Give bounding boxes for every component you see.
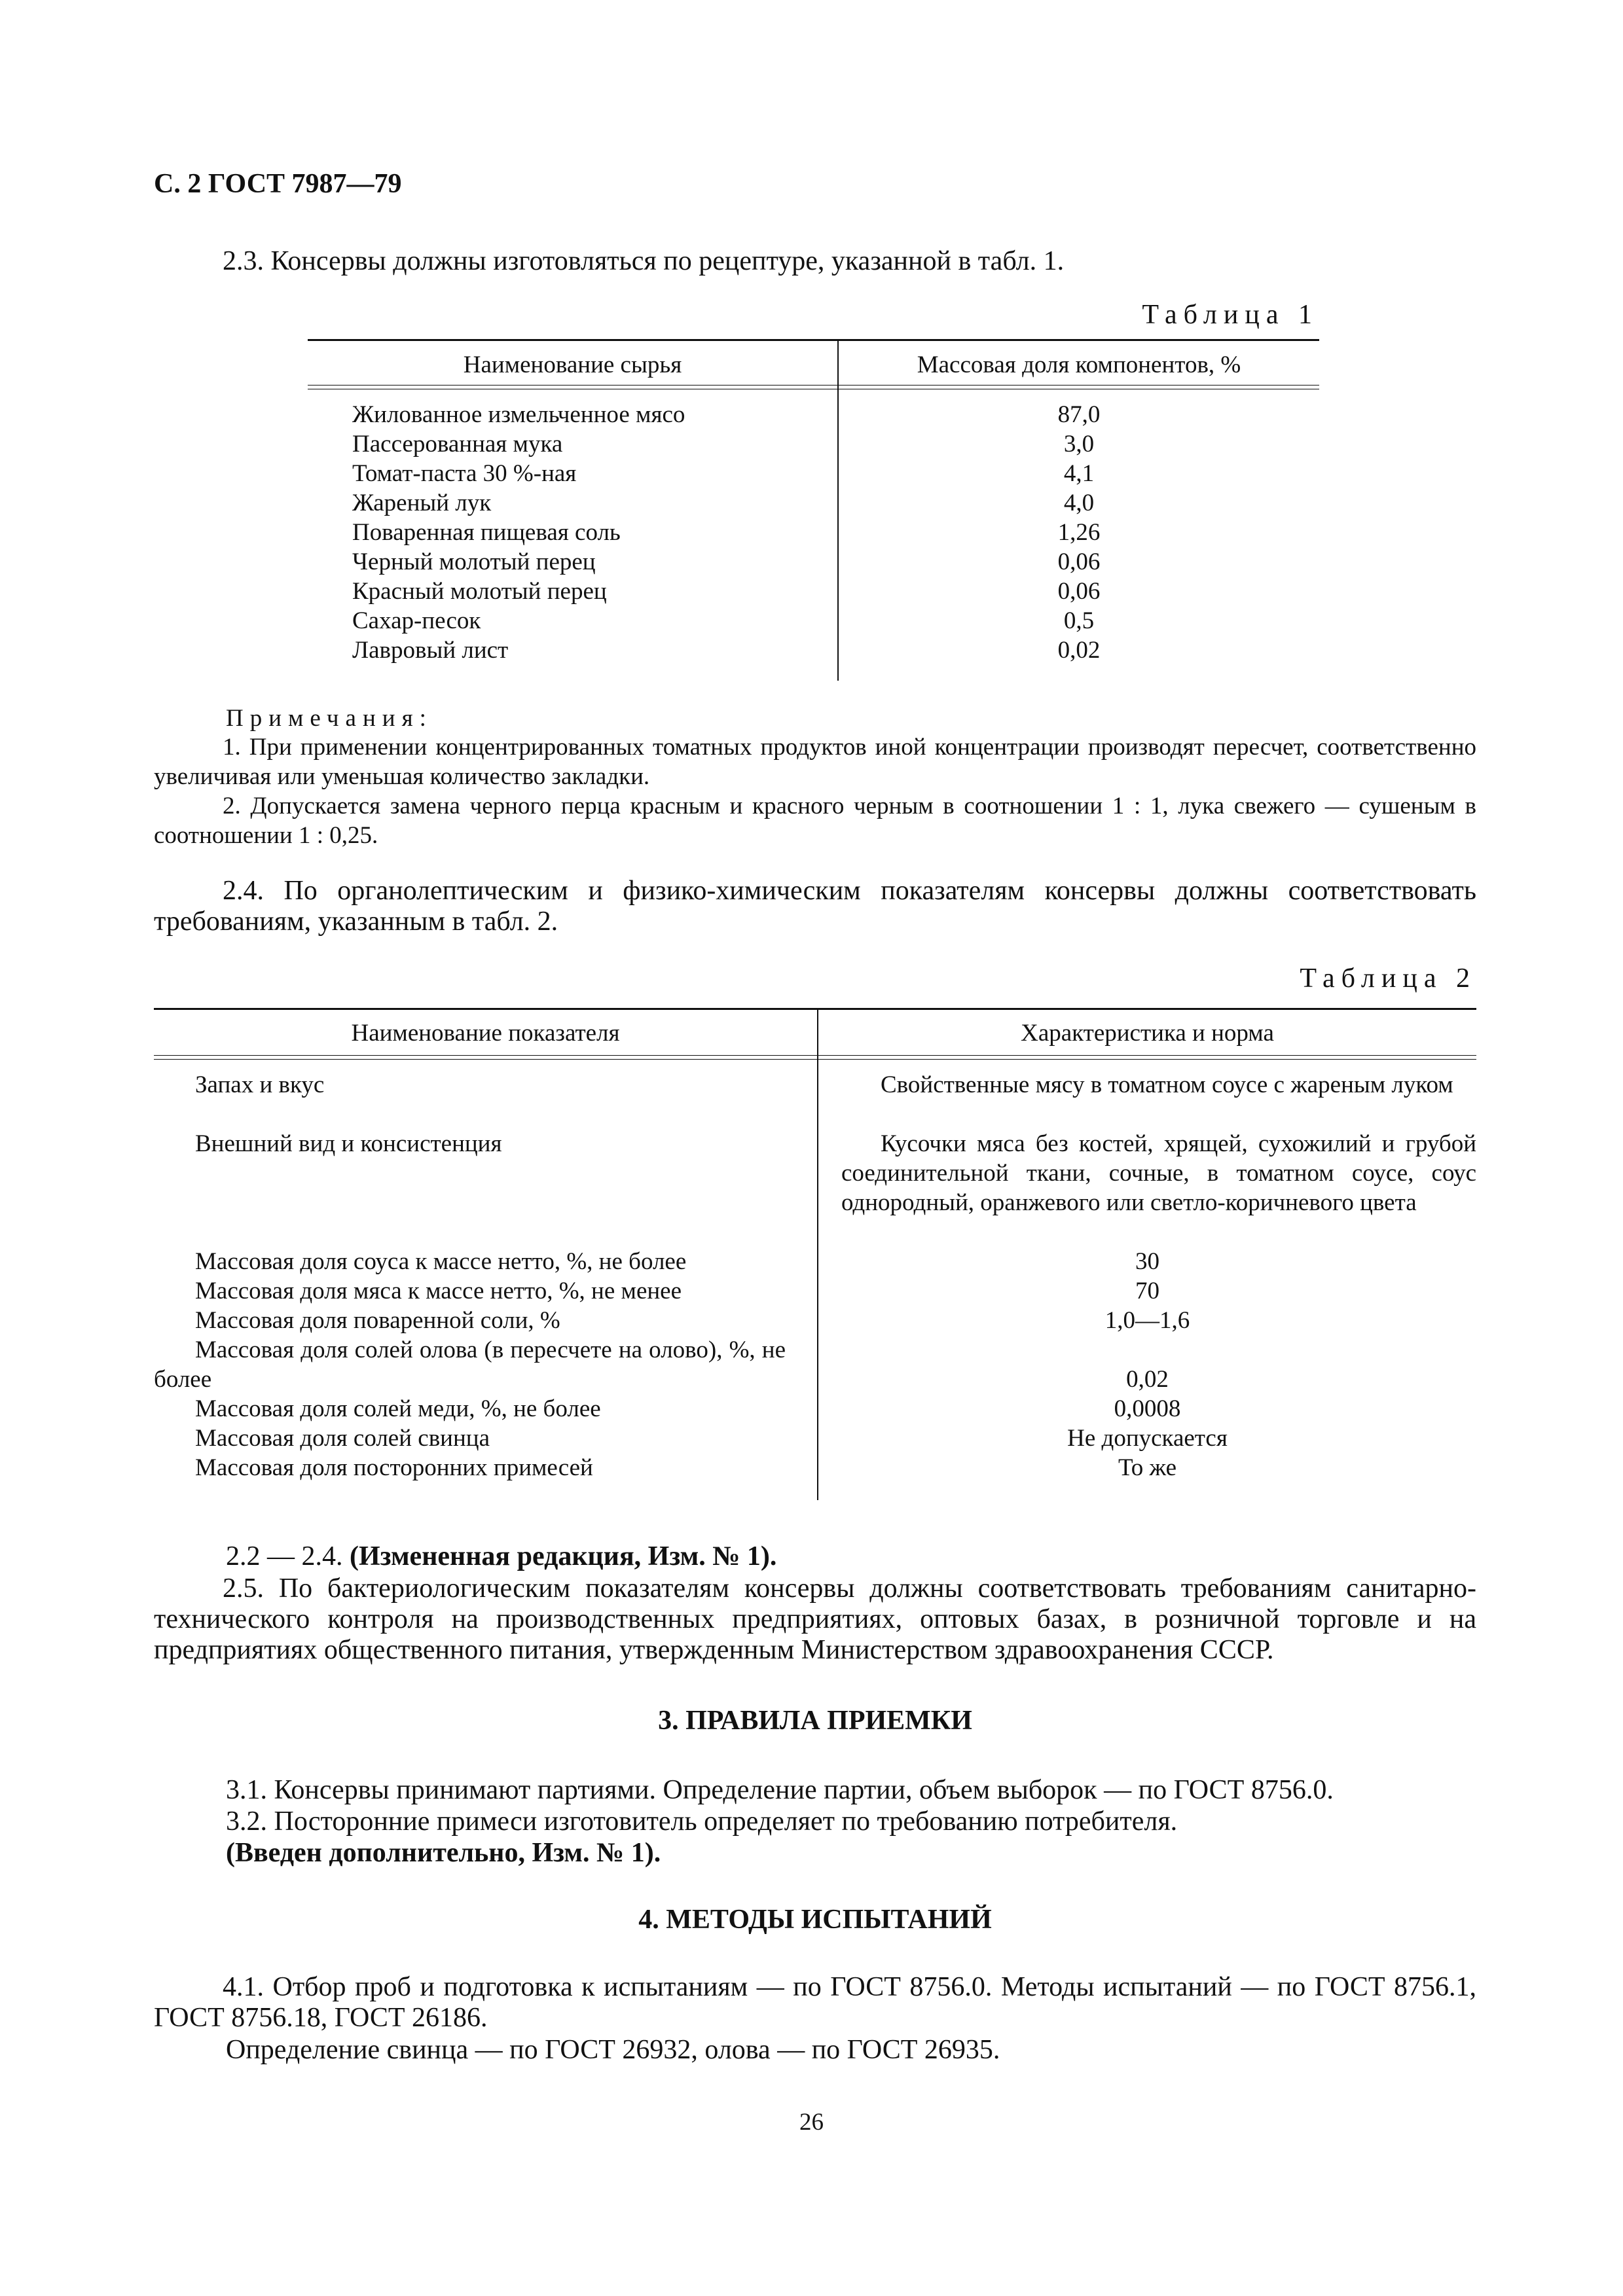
table1-row-name: Черный молотый перец (352, 548, 596, 575)
table2-row7-value: 0,0008 (1114, 1395, 1181, 1422)
table2-row3-name: Массовая доля соуса к массе нетто, %, не более (195, 1248, 687, 1275)
amendment-note: (Измененная редакция, Изм. № 1). (350, 1541, 777, 1571)
paragraph-3-2-amendment: (Введен дополнительно, Изм. № 1). (226, 1838, 661, 1868)
table2-row8-name: Массовая доля солей свинца (195, 1425, 490, 1452)
table2-row4-name: Массовая доля мяса к массе нетто, %, не менее (195, 1278, 682, 1304)
table1-values (839, 400, 1319, 665)
note-2: 2. Допускается замена черного перца красным и красного черным в соотношении 1 : 1, лука свежего — сушеным в соотношении 1 : 0,25. (154, 793, 1476, 849)
paragraph-2-3: 2.3. Консервы должны изготовляться по рецептуре, указанной в табл. 1. (223, 246, 1065, 276)
table1-header-rule (308, 385, 1319, 389)
table1-row-name: Жилованное измельченное мясо (352, 401, 685, 428)
table2-top-rule (154, 1008, 1476, 1010)
table1-row-value: 0,5 (1063, 607, 1095, 634)
table2-row2-value: Кусочки мяса без костей, хрящей, сухожилий и грубой соединительной ткани, сочные, в томатном соусе, соус однородный, оранжевого или светло-коричневого цвета (841, 1130, 1476, 1216)
notes-title: Примечания: (226, 705, 433, 732)
table1-caption: Таблица 1 (1142, 300, 1319, 330)
amendment-2-2-2-4 (226, 1541, 776, 1572)
table2-header-col2: Характеристика и норма (1021, 1020, 1274, 1047)
table2-row5-value: 1,0—1,6 (1104, 1307, 1190, 1334)
table2-header-col1: Наименование показателя (351, 1020, 620, 1047)
table2-row6-value: 0,02 (1126, 1366, 1169, 1393)
page-number: 26 (799, 2109, 824, 2136)
table2-row2-name: Внешний вид и консистенция (195, 1130, 502, 1157)
note-1: 1. При применении концентрированных томатных продуктов иной концентрации производят пересчет, соответственно увеличивая или уменьшая количество закладки. (154, 734, 1476, 790)
table1-row-name: Красный молотый перец (352, 578, 607, 605)
page-header: С. 2 ГОСТ 7987—79 (154, 169, 402, 199)
amendment-prefix: 2.2 — 2.4. (226, 1541, 350, 1571)
table2-header-rule (154, 1055, 1476, 1060)
section3-title: 3. ПРАВИЛА ПРИЕМКИ (658, 1706, 972, 1736)
table1-row-value: 0,06 (1057, 578, 1101, 605)
table1-row-value: 4,0 (1063, 490, 1095, 516)
table1-row-name: Сахар-песок (352, 607, 481, 634)
paragraph-3-2: 3.2. Посторонние примеси изготовитель определяет по требованию потребителя. (226, 1806, 1178, 1837)
paragraph-4-1: 4.1. Отбор проб и подготовка к испытаниям — по ГОСТ 8756.0. Методы испытаний — по ГОСТ 8756.1, ГОСТ 8756.18, ГОСТ 26186. (154, 1972, 1476, 2033)
table1-row-name: Жареный лук (352, 490, 492, 516)
section4-title: 4. МЕТОДЫ ИСПЫТАНИЙ (638, 1905, 992, 1935)
table1-row-value: 4,1 (1063, 460, 1095, 487)
table1-row-value: 0,06 (1057, 548, 1101, 575)
table2-row9-value: То же (1118, 1454, 1177, 1481)
table2-row6-name: Массовая доля солей олова (в пересчете на олово), %, не более (154, 1336, 786, 1393)
table1-top-rule (308, 339, 1319, 341)
table1-row-name: Томат-паста 30 %-ная (352, 460, 577, 487)
table1-row-name: Поваренная пищевая соль (352, 519, 621, 546)
paragraph-2-5: 2.5. По бактериологическим показателям консервы должны соответствовать требованиям санитарно-технического контроля на производственных предприятиях, оптовых базах, в розничной торговле и на предприятиях общественного питания, утвержденным Министерством здравоохранения СССР. (154, 1573, 1476, 1665)
paragraph-2-4: 2.4. По органолептическим и физико-химическим показателям консервы должны соответствовать требованиям, указанным в табл. 2. (154, 876, 1476, 937)
table1-names (352, 400, 685, 665)
table1-row-value: 87,0 (1057, 401, 1101, 428)
table2-row9-name: Массовая доля посторонних примесей (195, 1454, 593, 1481)
table2-row4-value: 70 (1135, 1278, 1159, 1304)
table2-caption: Таблица 2 (1300, 963, 1476, 994)
table1-row-value: 1,26 (1057, 519, 1101, 546)
table2-row5-name: Массовая доля поваренной соли, % (195, 1307, 560, 1334)
table1-header-col1: Наименование сырья (463, 351, 682, 378)
table1-header-col2: Массовая доля компонентов, % (917, 351, 1241, 378)
table2-row1-value: Свойственные мясу в томатном соусе с жареным луком (881, 1071, 1453, 1098)
table2-row1-name: Запах и вкус (195, 1071, 325, 1098)
paragraph-3-1: 3.1. Консервы принимают партиями. Определение партии, объем выборок — по ГОСТ 8756.0. (226, 1775, 1334, 1805)
table1-row-value: 0,02 (1057, 637, 1101, 664)
table1-row-value: 3,0 (1063, 431, 1095, 457)
table2-row8-value: Не допускается (1067, 1425, 1228, 1452)
table2-row7-name: Массовая доля солей меди, %, не более (195, 1395, 601, 1422)
table1-row-name: Пассерованная мука (352, 431, 563, 457)
table2-row3-value: 30 (1135, 1248, 1159, 1275)
table1-row-name: Лавровый лист (352, 637, 509, 664)
paragraph-4-1-continued: Определение свинца — по ГОСТ 26932, олова — по ГОСТ 26935. (226, 2035, 1000, 2065)
